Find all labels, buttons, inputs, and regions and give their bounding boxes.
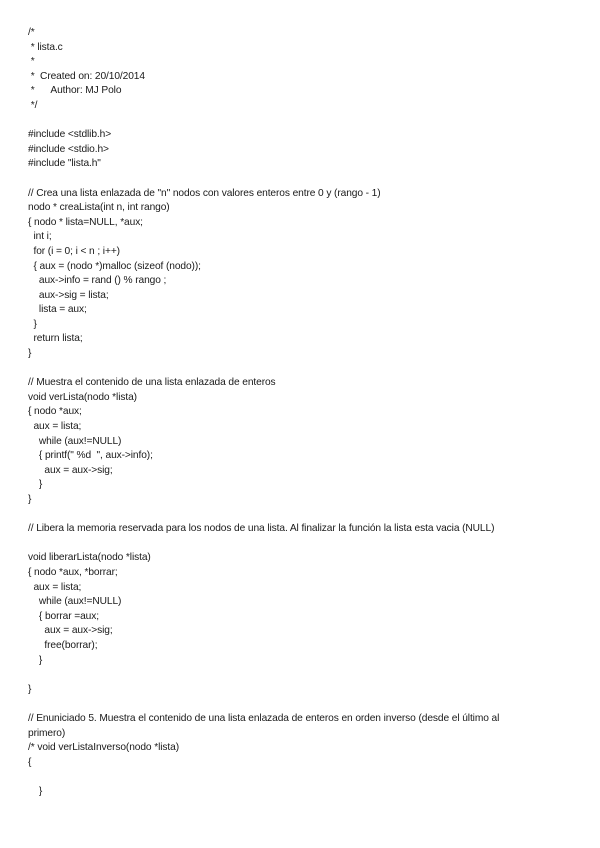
code-line: aux = lista; (28, 581, 82, 593)
code-line: void verLista(nodo *lista) (28, 391, 137, 403)
code-line: { aux = (nodo *)malloc (sizeof (nodo)); (28, 260, 201, 272)
code-line: * (28, 56, 35, 68)
code-line: { nodo * lista=NULL, *aux; (28, 216, 143, 228)
code-line: aux->info = rand () % rango ; (28, 275, 167, 287)
code-line (28, 362, 576, 377)
code-line: } (28, 348, 32, 360)
code-line: { printf(" %d ", aux->info); (28, 450, 153, 462)
code-line: while (aux!=NULL) (28, 435, 122, 447)
code-line: } (28, 683, 32, 695)
code-line: aux->sig = lista; (28, 289, 109, 301)
code-line: /* void verListaInverso(nodo *lista) (28, 742, 179, 754)
code-line (28, 114, 576, 129)
code-line: * Author: MJ Polo (28, 85, 122, 97)
code-line: void liberarLista(nodo *lista) (28, 552, 151, 564)
code-line: free(borrar); (28, 639, 98, 651)
code-comment: // Enuniciado 5. Muestra el contenido de una lista enlazada de enteros en orden inverso (desde el último al (28, 712, 500, 724)
code-line: aux = lista; (28, 421, 82, 433)
code-line: for (i = 0; i < n ; i++) (28, 245, 120, 257)
code-line: int i; (28, 231, 52, 243)
code-line (28, 770, 576, 785)
code-line: } (28, 785, 43, 797)
code-comment: // Muestra el contenido de una lista enlazada de enteros (28, 377, 276, 389)
code-line: #include <stdio.h> (28, 143, 109, 155)
code-line: */ (28, 99, 38, 111)
code-line: aux = aux->sig; (28, 464, 113, 476)
code-comment: // Libera la memoria reservada para los nodos de una lista. Al finalizar la función la lista esta vacia (NULL) (28, 523, 495, 535)
code-line: #include <stdlib.h> (28, 129, 112, 141)
code-line: } (28, 479, 43, 491)
code-line: * lista.c (28, 41, 63, 53)
code-line: } (28, 494, 32, 505)
code-line: return lista; (28, 333, 83, 345)
code-line (28, 537, 576, 552)
code-line: #include "lista.h" (28, 158, 101, 170)
code-line: { borrar =aux; (28, 610, 99, 622)
code-line: aux = aux->sig; (28, 625, 113, 637)
code-line: lista = aux; (28, 304, 87, 316)
code-line: nodo * creaLista(int n, int rango) (28, 202, 170, 214)
code-comment: // Crea una lista enlazada de "n" nodos con valores enteros entre 0 y (rango - 1) (28, 187, 381, 199)
code-line: * Created on: 20/10/2014 (28, 70, 145, 82)
code-line: while (aux!=NULL) (28, 596, 122, 608)
code-line (28, 172, 576, 187)
code-line (28, 697, 576, 712)
code-line: } (28, 318, 37, 330)
code-line: { (28, 756, 32, 768)
code-line: /* (28, 27, 35, 38)
code-line (28, 668, 576, 683)
code-line: { nodo *aux; (28, 406, 82, 418)
source-code (28, 26, 576, 799)
code-line (28, 508, 576, 523)
code-comment: primero) (28, 727, 66, 739)
code-line: } (28, 654, 43, 666)
code-line: { nodo *aux, *borrar; (28, 566, 118, 578)
